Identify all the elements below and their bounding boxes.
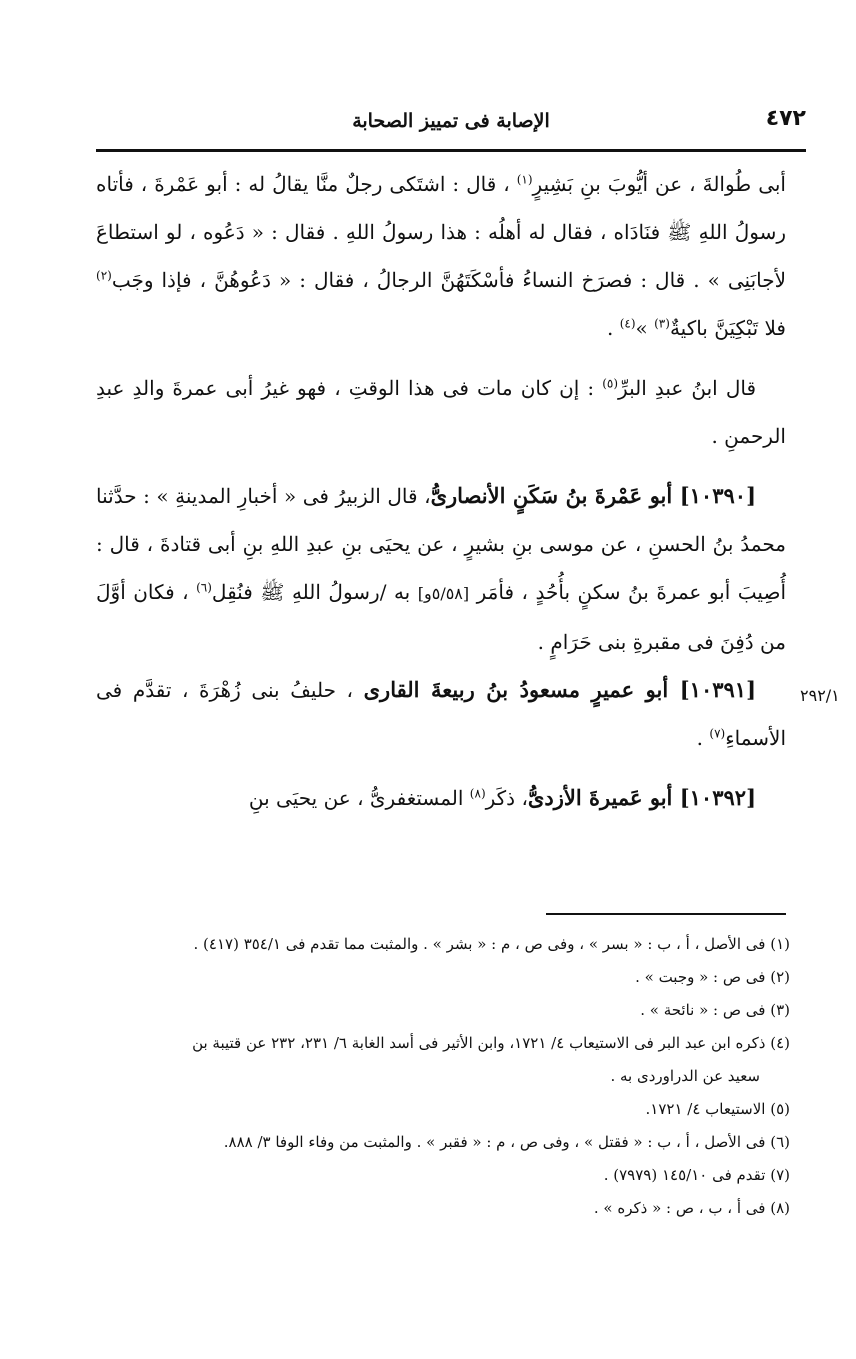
footnote-8: (٨) فى أ ، ب ، ص : « ذكره » . <box>593 1199 790 1217</box>
entry-10392: [١٠٣٩٢] أبو عَميرةَ الأزدىُّ، ذكَر$^{(٨)}$ المستغفرىُّ ، عن يحيَى بنِ <box>248 785 756 810</box>
entry-heading: [١٠٣٩٠] أبو عَمْرةَ بنُ سَكَنٍ الأنصارىُّ <box>430 483 756 508</box>
page-header <box>96 100 806 150</box>
footnote-4: (٤) ذكره ابن عبد البر فى الاستيعاب ٤/ ١٧٢١، وابن الأثير فى أسد الغابة ٦/ ٢٣١، ٢٣٢ عن قتيبة بن <box>192 1034 790 1052</box>
manuscript-ref: [٥/٥٨و] <box>417 584 470 603</box>
footnote-ref[interactable]: (٢) <box>96 268 112 283</box>
footnote-ref[interactable]: (٣) <box>654 316 670 331</box>
paragraph-2: قال ابنُ عبدِ البرِّ$^{(٥)}$ : إن كان مات فى هذا الوقتِ ، فهو غيرُ أبى عمرةَ والدِ عبدِ الرحمنِ . <box>96 376 786 448</box>
entry-heading: [١٠٣٩٢] أبو عَميرةَ الأزدىُّ <box>527 785 756 810</box>
body-text <box>96 160 786 822</box>
footnote-ref[interactable]: (١) <box>516 172 533 187</box>
margin-note: ٢٩٢/١ <box>800 686 840 705</box>
footnote-ref[interactable]: (٨) <box>469 786 486 801</box>
footnote-1: (١) فى الأصل ، أ ، ب : « بسر » ، وفى ص ، م : « بشر » . والمثبت مما تقدم فى ٣٥٤/١ (٤١٧) . <box>193 935 790 953</box>
footnote-7: (٧) تقدم فى ١٤٥/١٠ (٧٩٧٩) . <box>603 1166 790 1184</box>
entry-heading: [١٠٣٩١] أبو عميرٍ مسعودُ بنُ ربيعةَ القارى <box>363 677 757 702</box>
footnote-3: (٣) فى ص : « نائحة » . <box>640 1001 790 1019</box>
entry-10390: [١٠٣٩٠] أبو عَمْرةَ بنُ سَكَنٍ الأنصارىُّ، قال الزبيرُ فى « أخبارِ المدينةِ » : حدَّثنا محمدُ بنُ الحسنِ ، عن موسى بنِ بشيرٍ ، عن يحيَى بنِ عبدِ اللهِ بنِ أبى قتادةَ ، قال : أُصِيبَ أبو عمرةَ بنُ سكنٍ بأُحُدٍ ، فأمَر [٥/٥٨و] به /رسولُ اللهِ ﷺ فنُقِل$^{(٦)}$ ، فكان أوَّلَ من دُفِنَ فى مقبرةِ بنى حَرَامٍ . <box>96 483 787 654</box>
footnote-ref[interactable]: (٤) <box>619 316 636 331</box>
footnote-4-continued: سعيد عن الدراوردى به . <box>610 1067 760 1085</box>
footnote-ref[interactable]: (٥) <box>602 376 619 391</box>
paragraph-1: أبى طُوالةَ ، عن أيُّوبَ بنِ بَشِيرٍ$^{(١)}$ ، قال : اشتَكى رجلٌ منَّا يقالُ له : أبو عَمْرةَ ، فأتاه رسولُ اللهِ ﷺ فنَادَاه ، فقال له أهلُه : هذا رسولُ اللهِ . فقال : « دَعُوه ، لو استطاعَ لأجابَنِى » . قال : فصرَخ النساءُ فأسْكَتَهُنَّ الرجالُ ، فقال : « دَعُوهُنَّ ، فإذا وجَب$^{(٢)}$ فلا تَبْكِيَنَّ باكيةٌ$^{(٣)}$ »$^{(٤)}$ . <box>96 172 786 340</box>
footnote-ref[interactable]: (٦) <box>196 580 212 595</box>
page-number: ٤٧٢ <box>765 106 806 131</box>
entry-10391: [١٠٣٩١] أبو عميرٍ مسعودُ بنُ ربيعةَ القارى ، حليفُ بنى زُهْرَةَ ، تقدَّم فى الأسماءِ$^{(٧)}$ . <box>96 677 786 750</box>
running-title: الإصابة فى تمييز الصحابة <box>352 110 550 132</box>
footnote-2: (٢) فى ص : « وجبت » . <box>635 968 790 986</box>
header-rule <box>96 149 806 152</box>
footnote-6: (٦) فى الأصل ، أ ، ب : « فقتل » ، وفى ص ، م : « فقبر » . والمثبت من وفاء الوفا ٣/ ٨٨٨. <box>223 1133 790 1151</box>
footnote-ref[interactable]: (٧) <box>709 726 726 741</box>
footnote-rule <box>546 913 786 915</box>
footnotes <box>100 928 790 1225</box>
footnote-5: (٥) الاستيعاب ٤/ ١٧٢١. <box>645 1100 790 1118</box>
